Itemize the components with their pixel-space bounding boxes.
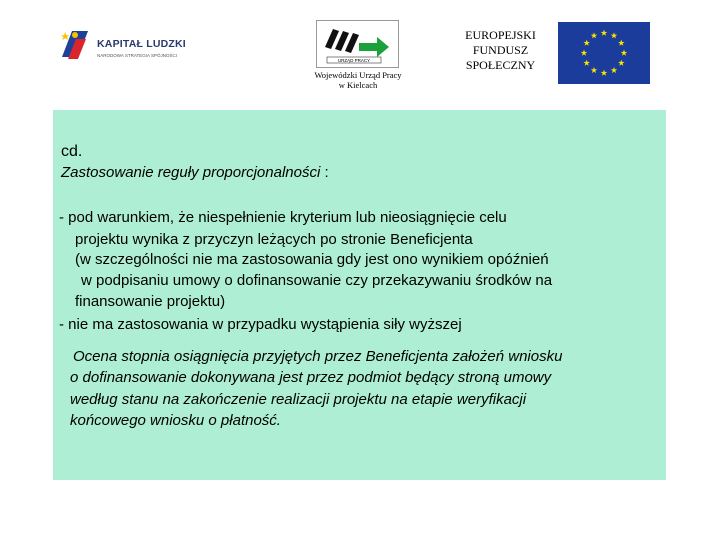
section-heading [61, 163, 329, 182]
bullet-1-line-2: projektu wynika z przyczyn leżących po stronie Beneficjenta [75, 231, 473, 248]
eu-flag [558, 22, 650, 84]
bullet-1-line-5: finansowanie projektu) [75, 293, 226, 310]
urzad-pracy-name-line2: w Kielcach [338, 80, 378, 90]
bullet-2: - nie ma zastosowania w przypadku wystąpienia siły wyższej [59, 316, 462, 333]
efs-label [448, 28, 553, 73]
efs-line1: EUROPEJSKI [465, 28, 536, 42]
kapital-ludzki-title: KAPITAŁ LUDZKI [97, 38, 186, 50]
paragraph-line-3: według stanu na zakończenie realizacji projektu na etapie weryfikacji [70, 391, 527, 408]
urzad-pracy-sign-text: URZĄD PRACY [337, 58, 371, 63]
urzad-pracy-name [296, 70, 420, 90]
section-heading-suffix: : [320, 164, 329, 181]
paragraph-line-4: końcowego wniosku o płatność. [70, 412, 281, 429]
urzad-pracy-logo [316, 20, 399, 68]
paragraph-line-1: Ocena stopnia osiągnięcia przyjętych przez Beneficjenta założeń wniosku [73, 348, 563, 365]
bullet-1-line-1: - pod warunkiem, że niespełnienie kryterium lub nieosiągnięcie celu [59, 209, 507, 226]
content-panel [53, 110, 666, 480]
bullet-1-line-3: (w szczególności nie ma zastosowania gdy jest ono wynikiem opóźnień [75, 251, 549, 268]
cd-label: cd. [61, 143, 83, 160]
bullet-1-line-4: w podpisaniu umowy o dofinansowanie czy przekazywaniu środków na [81, 272, 553, 289]
paragraph-line-2: o dofinansowanie dokonywana jest przez podmiot będący stroną umowy [70, 369, 552, 386]
efs-line3: SPOŁECZNY [465, 58, 536, 72]
kapital-ludzki-subtitle: NARODOWA STRATEGIA SPÓJNOŚCI [97, 53, 178, 58]
urzad-pracy-icon [317, 21, 398, 67]
efs-line2: FUNDUSZ [472, 43, 529, 57]
urzad-pracy-name-line1: Wojewódzki Urząd Pracy [314, 70, 402, 80]
section-heading-text: Zastosowanie reguły proporcjonalności [61, 164, 321, 181]
